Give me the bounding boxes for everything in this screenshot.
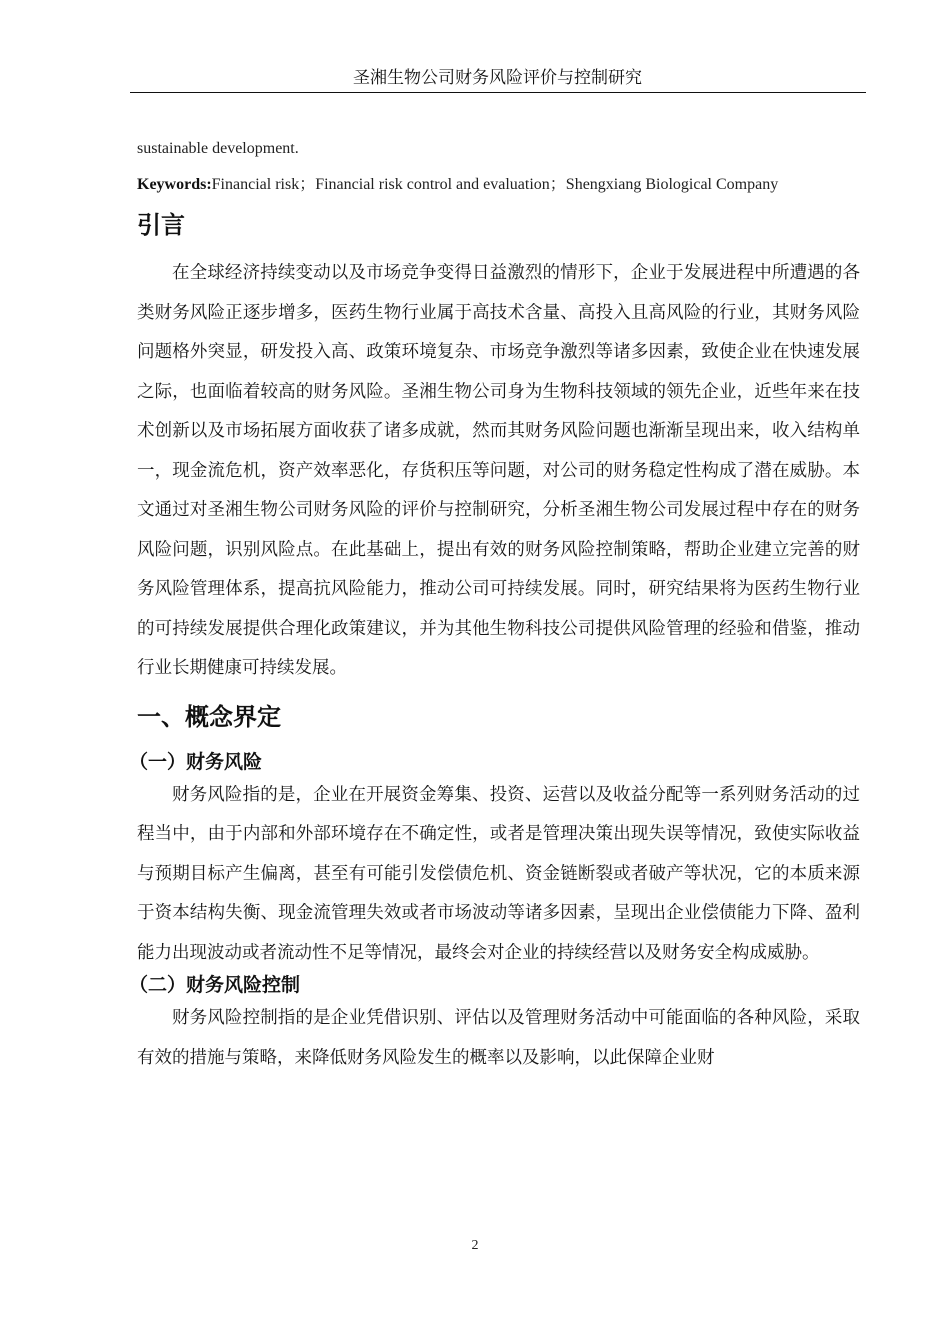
- keywords-text: Financial risk；Financial risk control and evaluation；Shengxiang Biological Company: [211, 176, 779, 193]
- section-heading-concepts: 一、概念界定: [137, 702, 281, 731]
- intro-heading: 引言: [137, 211, 185, 239]
- abstract-tail: sustainable development.: [137, 140, 299, 157]
- financial-risk-paragraph: 财务风险指的是，企业在开展资金筹集、投资、运营以及收益分配等一系列财务活动的过程当中，由于内部和外部环境存在不确定性，或者是管理决策出现失误等情况，致使实际收益与预期目标产生偏离，甚至有可能引发偿债危机、资金链断裂或者破产等状况，它的本质来源于资本结构失衡、现金流管理失效或者市场波动等诸多因素，呈现出企业偿债能力下降、盈利能力出现波动或者流动性不足等情况，最终会对企业的持续经营以及财务安全构成威胁。: [137, 784, 860, 963]
- intro-paragraph: 在全球经济持续变动以及市场竞争变得日益激烈的情形下，企业于发展进程中所遭遇的各类财务风险正逐步增多，医药生物行业属于高技术含量、高投入且高风险的行业，其财务风险问题格外突显，研发投入高、政策环境复杂、市场竞争激烈等诸多因素，致使企业在快速发展之际，也面临着较高的财务风险。圣湘生物公司身为生物科技领域的领先企业，近些年来在技术创新以及市场拓展方面收获了诸多成就，然而其财务风险问题也渐渐呈现出来，收入结构单一，现金流危机，资产效率恶化，存货积压等问题，对公司的财务稳定性构成了潜在威胁。本文通过对圣湘生物公司财务风险的评价与控制研究，分析圣湘生物公司发展过程中存在的财务风险问题，识别风险点。在此基础上，提出有效的财务风险控制策略，帮助企业建立完善的财务风险管理体系，提高抗风险能力，推动公司可持续发展。同时，研究结果将为医药生物行业的可持续发展提供合理化政策建议，并为其他生物科技公司提供风险管理的经验和借鉴，推动行业长期健康可持续发展。: [137, 263, 860, 678]
- header-rule: [130, 92, 866, 93]
- page-number: 2: [471, 1238, 479, 1253]
- subsection-heading-financial-risk: （一）财务风险: [129, 750, 263, 773]
- keywords-line: [137, 174, 860, 196]
- running-header: 圣湘生物公司财务风险评价与控制研究: [353, 68, 642, 88]
- page-body: [129, 138, 860, 1078]
- risk-control-paragraph: 财务风险控制指的是企业凭借识别、评估以及管理财务活动中可能面临的各种风险，采取有效的措施与策略，来降低财务风险发生的概率以及影响，以此保障企业财: [137, 1008, 860, 1068]
- subsection-heading-risk-control: （二）财务风险控制: [129, 974, 301, 996]
- keywords-label: Keywords:: [137, 176, 212, 193]
